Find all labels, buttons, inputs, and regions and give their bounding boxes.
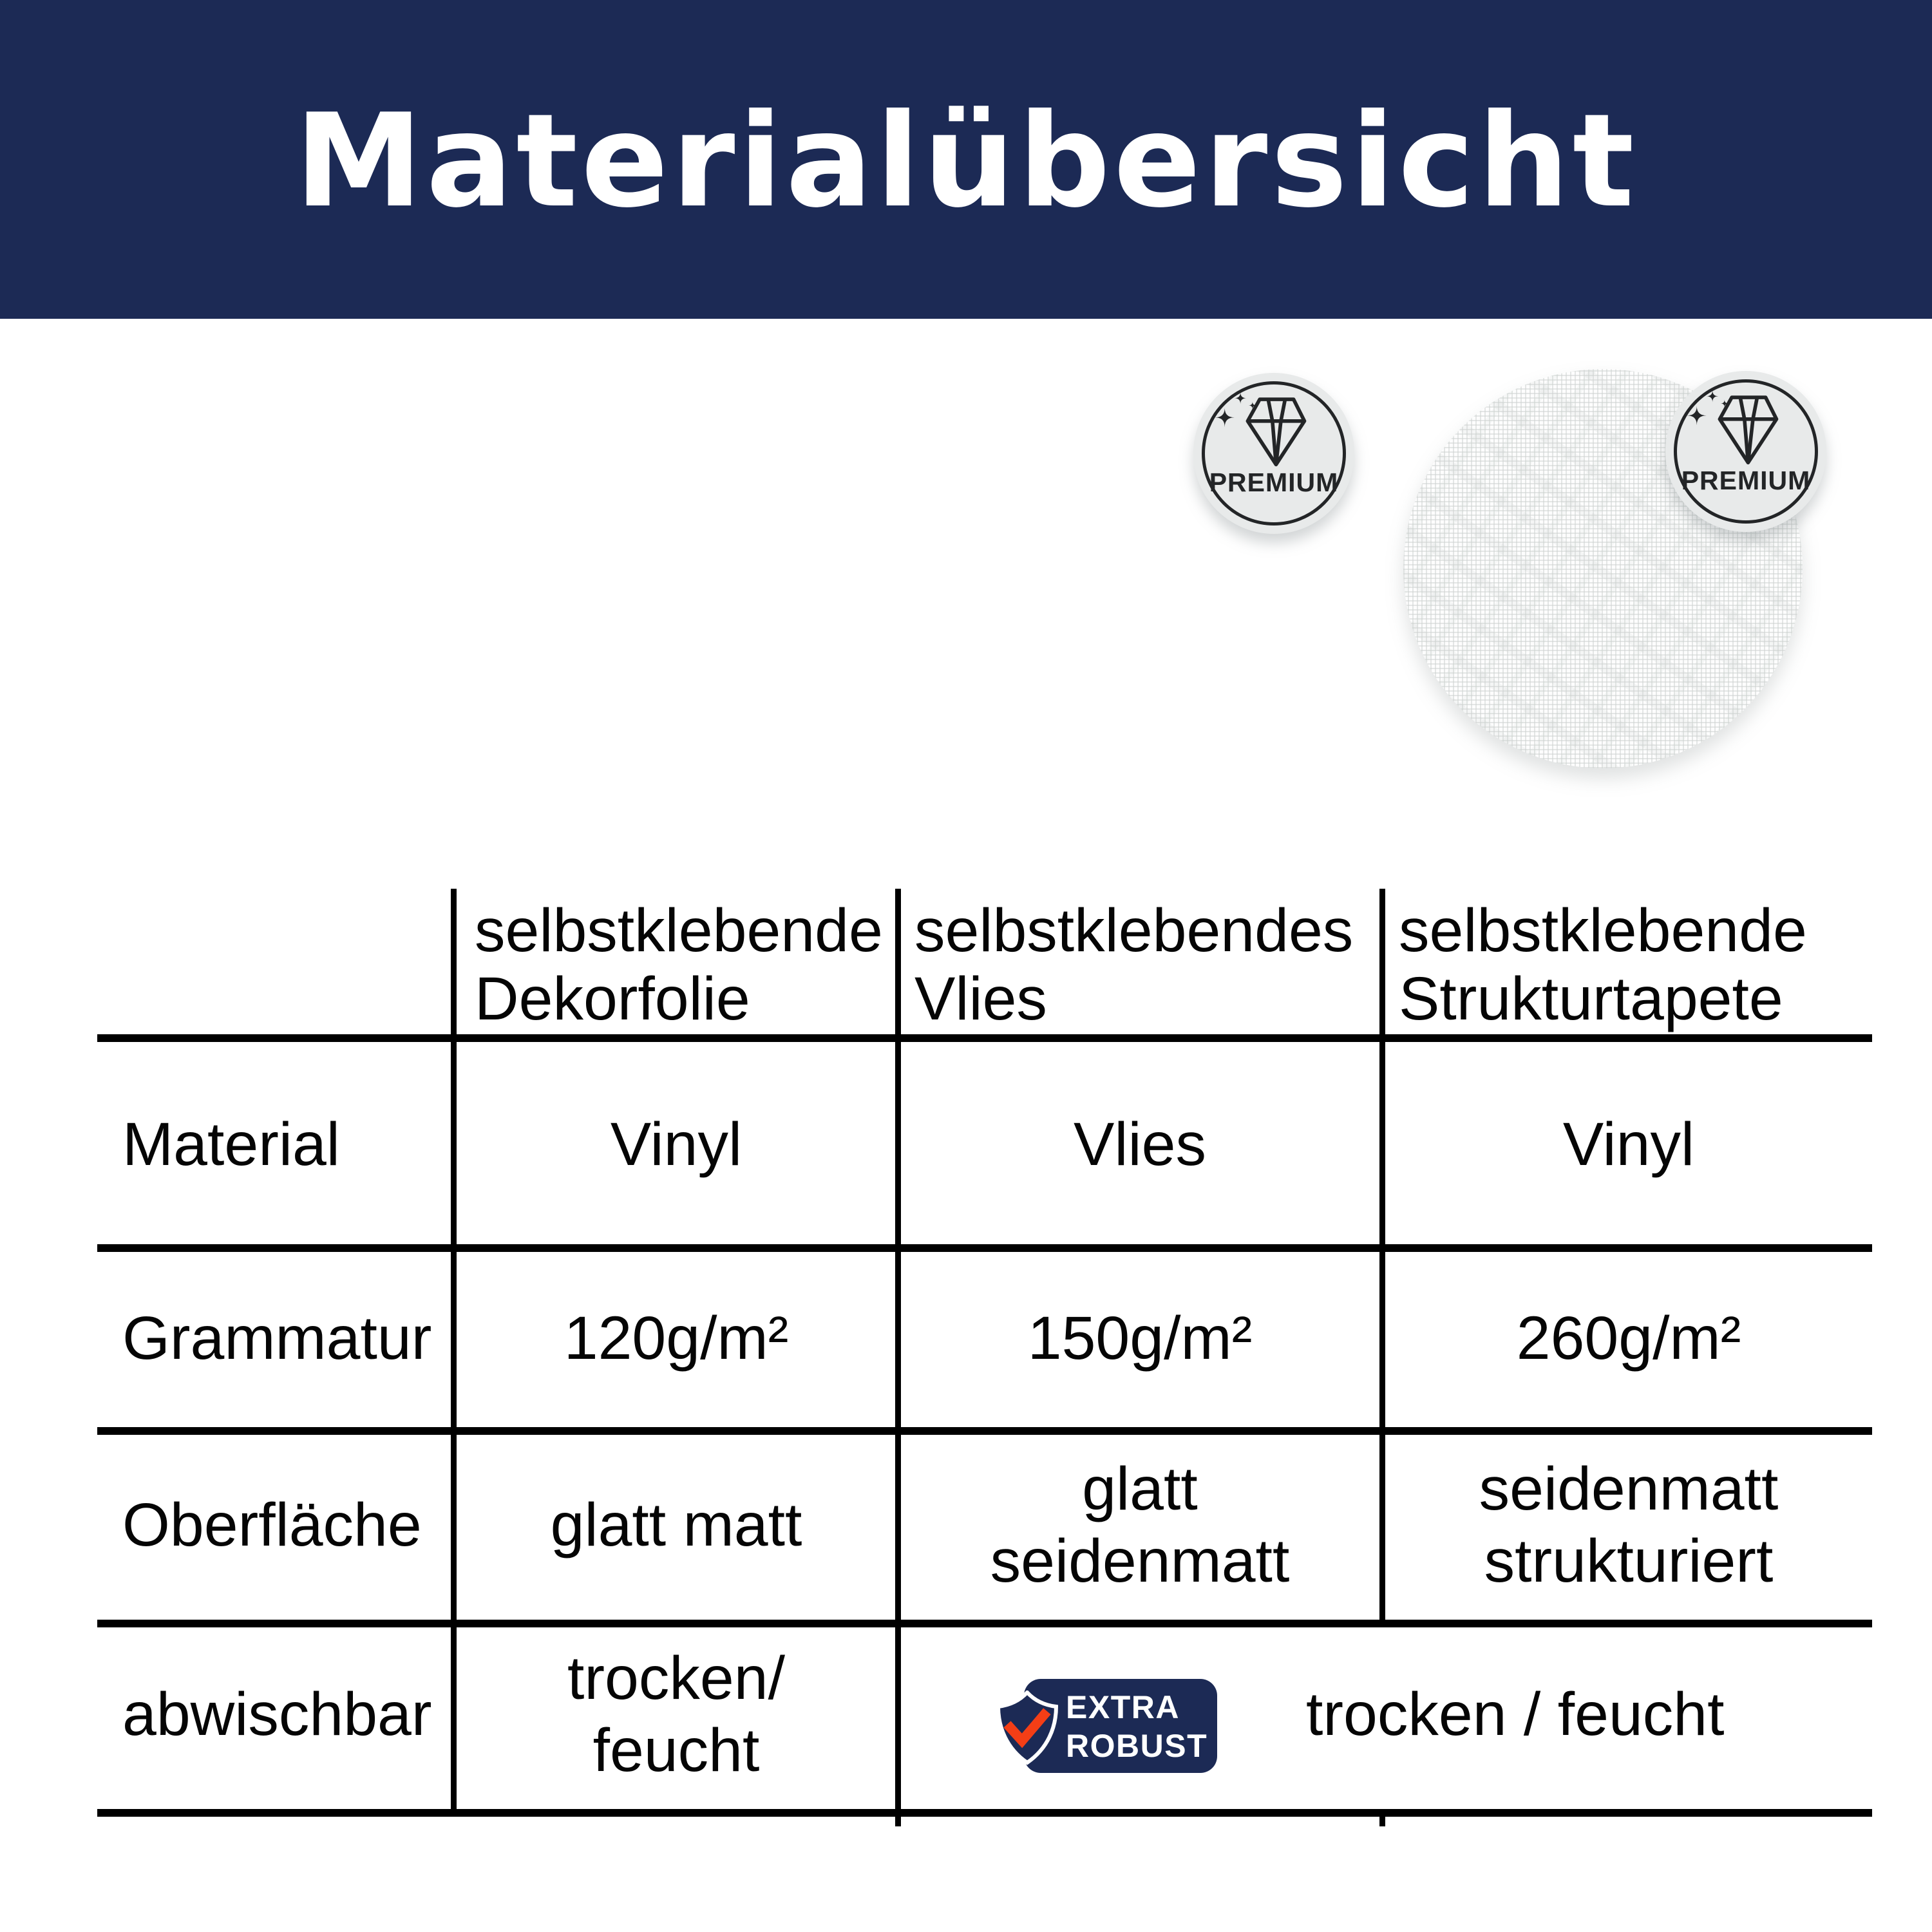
table-cell: Vinyl [1562,1110,1695,1179]
table-divider-horizontal [97,1809,1872,1817]
table-divider-horizontal [97,1427,1872,1435]
row-label-oberflaeche: Oberfläche [122,1491,422,1559]
table-divider-vertical [895,889,901,1826]
diamond-icon [1685,388,1781,466]
row-label-abwischbar: abwischbar [122,1680,432,1748]
table-cell-line: glatt [1082,1455,1198,1523]
table-cell [459,1642,894,1786]
column-header-line: Dekorfolie [475,965,750,1033]
column-header-line: selbstklebende [1399,896,1807,965]
page-title: Materialübersicht [294,86,1638,236]
table-cell [1387,1453,1871,1597]
column-header-line: Vlies [914,965,1047,1033]
row-label-grammatur: Grammatur [122,1304,432,1372]
table-cell-line: trocken/ [567,1644,785,1712]
table-cell-line: seidenmatt [990,1527,1290,1595]
table-cell-merged: trocken / feucht [1306,1680,1725,1748]
table-cell: 260g/m² [1516,1304,1741,1372]
shield-check-icon [995,1690,1059,1768]
header-banner [0,0,1932,319]
diamond-icon [1213,390,1309,468]
table-cell: glatt matt [550,1491,802,1559]
table-cell: Vinyl [610,1110,743,1179]
extra-robust-line: ROBUST [1066,1728,1208,1764]
table-divider-horizontal [97,1034,1872,1042]
table-divider-vertical [451,889,457,1817]
premium-badge-label: PREMIUM [1209,468,1339,497]
table-cell: 150g/m² [1027,1304,1253,1372]
table-cell-line: feucht [592,1716,760,1785]
column-header-line: selbstklebende [475,896,883,965]
table-divider-horizontal [97,1244,1872,1252]
table-cell: 120g/m² [564,1304,789,1372]
column-header-line: selbstklebendes [914,896,1354,965]
table-divider-vertical-stub [1379,1809,1385,1826]
column-header-dekorfolie [475,896,883,1033]
premium-badge-label: PREMIUM [1681,466,1811,495]
column-header-line: Strukturtapete [1399,965,1783,1033]
premium-badge [1665,371,1826,532]
table-divider-vertical [1379,889,1385,1627]
extra-robust-badge [995,1672,1240,1785]
column-header-vlies [914,896,1353,1033]
table-divider-horizontal [97,1620,1872,1627]
table-cell-line: strukturiert [1484,1527,1774,1595]
row-label-material: Material [122,1110,340,1179]
table-cell: Vlies [1074,1110,1206,1179]
table-cell [902,1453,1378,1597]
premium-badge [1193,373,1354,534]
column-header-strukturtapete [1399,896,1807,1033]
extra-robust-badge-text [1066,1688,1208,1765]
table-cell-line: seidenmatt [1479,1455,1779,1523]
extra-robust-line: EXTRA [1066,1689,1180,1725]
